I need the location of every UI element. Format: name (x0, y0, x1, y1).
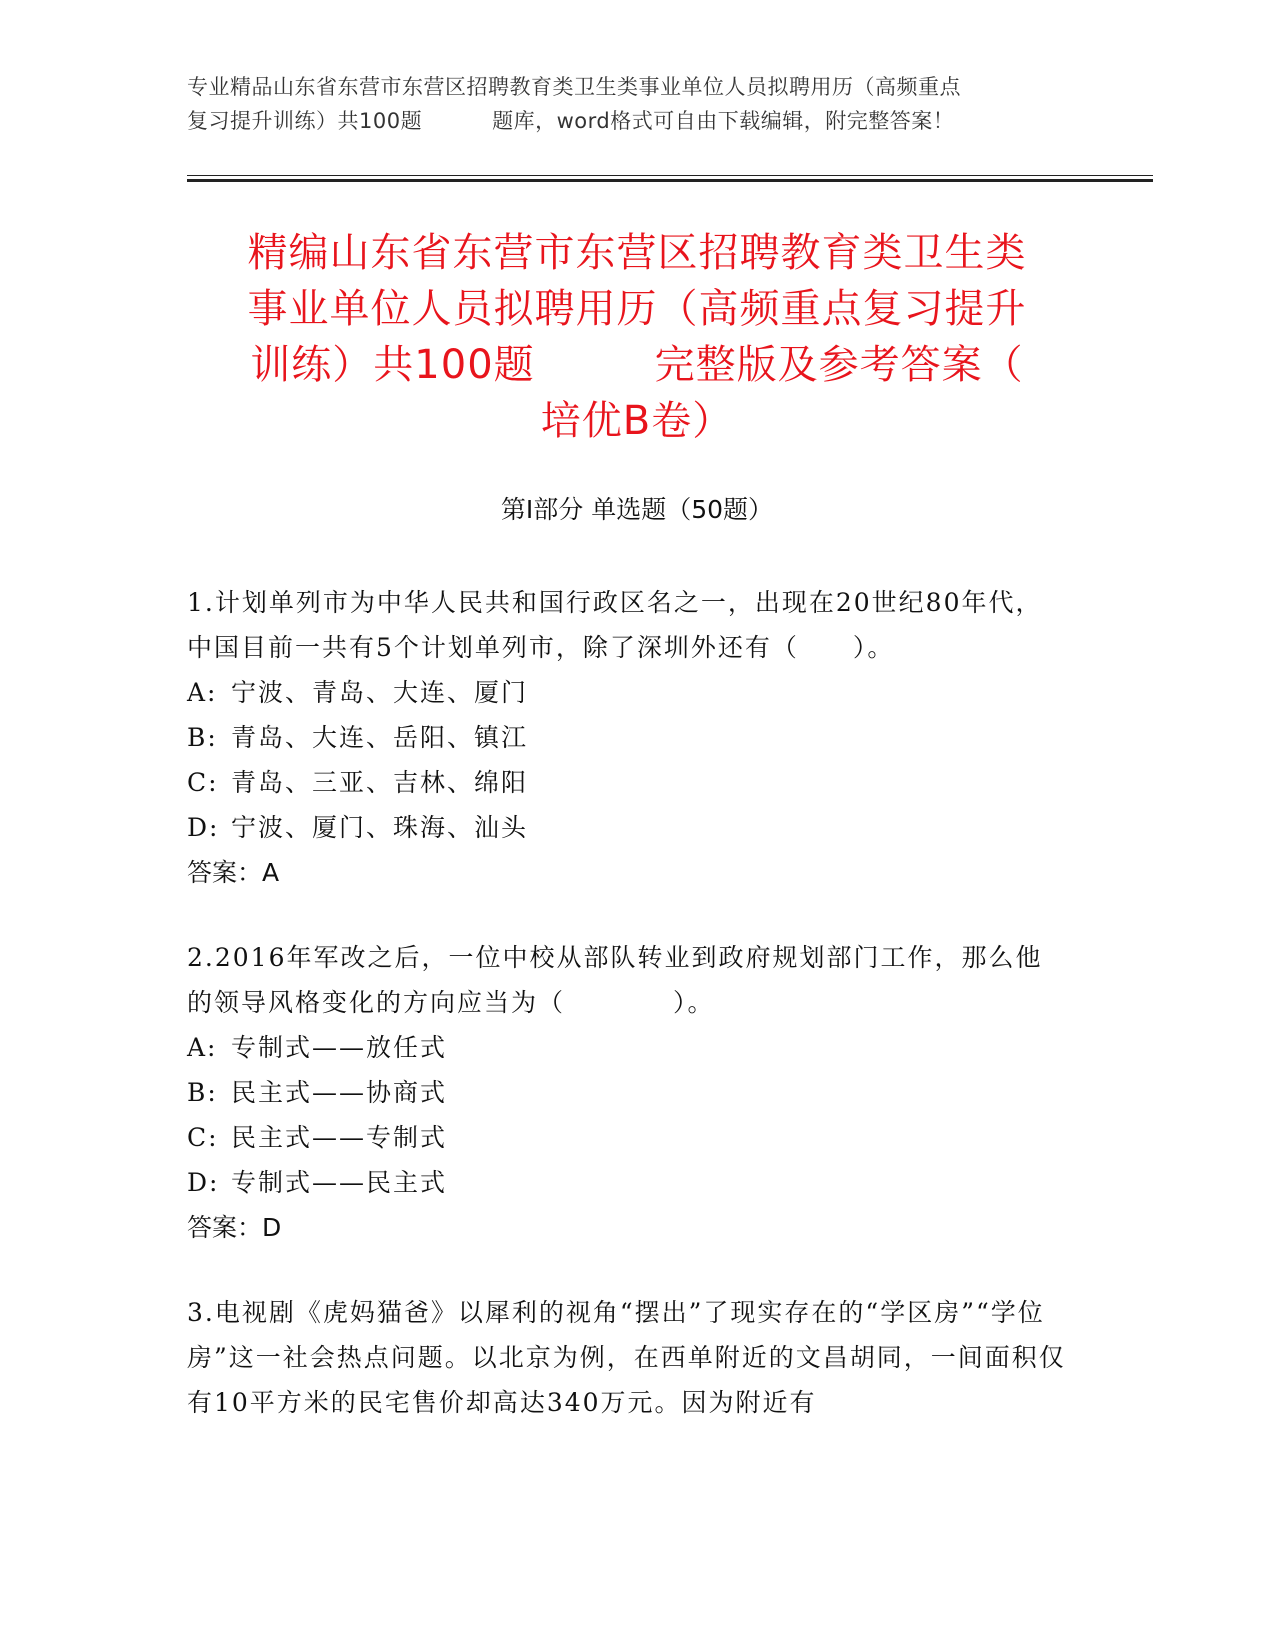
option-letter: C: (187, 768, 219, 797)
option-text: 宁波、青岛、大连、厦门 (231, 678, 529, 707)
option-letter: B: (187, 723, 218, 752)
question-stem: 2.2016年军改之后，一位中校从部队转业到政府规划部门工作，那么他的领导风格变化的方向应当为（ ）。 (187, 943, 1043, 1017)
header-divider-thick (187, 179, 1153, 182)
option-c (187, 760, 1067, 805)
option-d (187, 1160, 1067, 1205)
option-letter: C: (187, 1123, 219, 1152)
option-letter: B: (187, 1078, 218, 1107)
question-3 (187, 1290, 1067, 1425)
document-title (187, 225, 1087, 449)
option-letter: D: (187, 1168, 220, 1197)
answer: 答案：D (187, 1213, 282, 1242)
option-text: 民主式——专制式 (231, 1123, 448, 1152)
header-line-2-right: 题库，word格式可自由下载编辑，附完整答案！ (492, 109, 955, 133)
option-text: 专制式——放任式 (231, 1033, 448, 1062)
option-letter: A: (187, 1033, 218, 1062)
option-d (187, 805, 1067, 850)
option-b (187, 1070, 1067, 1115)
answer: 答案：A (187, 858, 280, 887)
header-divider-thin (187, 175, 1153, 176)
title-line-2: 事业单位人员拟聘用历（高频重点复习提升 (247, 286, 1027, 332)
title-line-1: 精编山东省东营市东营区招聘教育类卫生类 (247, 230, 1027, 276)
option-text: 青岛、三亚、吉林、绵阳 (231, 768, 529, 797)
question-1 (187, 580, 1067, 895)
question-list (187, 580, 1067, 1465)
option-letter: D: (187, 813, 220, 842)
question-2 (187, 935, 1067, 1250)
page-header (187, 70, 1087, 138)
header-line-2-left: 复习提升训练）共100题 (187, 109, 423, 133)
option-letter: A: (187, 678, 218, 707)
option-text: 专制式——民主式 (231, 1168, 448, 1197)
title-line-4: 培优B卷） (540, 398, 734, 444)
option-text: 青岛、大连、岳阳、镇江 (231, 723, 529, 752)
header-line-1: 专业精品山东省东营市东营区招聘教育类卫生类事业单位人员拟聘用历（高频重点 (187, 75, 961, 99)
option-b (187, 715, 1067, 760)
title-line-3 (187, 337, 1087, 393)
title-line-3-left: 训练）共100题 (250, 342, 535, 388)
question-stem: 3.电视剧《虎妈猫爸》以犀利的视角“摆出”了现实存在的“学区房”“学位房”这一社会热点问题。以北京为例，在西单附近的文昌胡同，一间面积仅有10平方米的民宅售价却高达340万元。因为附近有 (187, 1298, 1066, 1417)
header-line-2 (187, 104, 1087, 138)
title-line-3-right: 完整版及参考答案（ (654, 342, 1024, 388)
option-a (187, 1025, 1067, 1070)
section-title: 第Ⅰ部分 单选题（50题） (500, 495, 774, 524)
option-a (187, 670, 1067, 715)
option-text: 宁波、厦门、珠海、汕头 (231, 813, 529, 842)
option-text: 民主式——协商式 (231, 1078, 448, 1107)
option-c (187, 1115, 1067, 1160)
question-stem: 1.计划单列市为中华人民共和国行政区名之一，出现在20世纪80年代，中国目前一共有5个计划单列市，除了深圳外还有（ ）。 (187, 588, 1043, 662)
